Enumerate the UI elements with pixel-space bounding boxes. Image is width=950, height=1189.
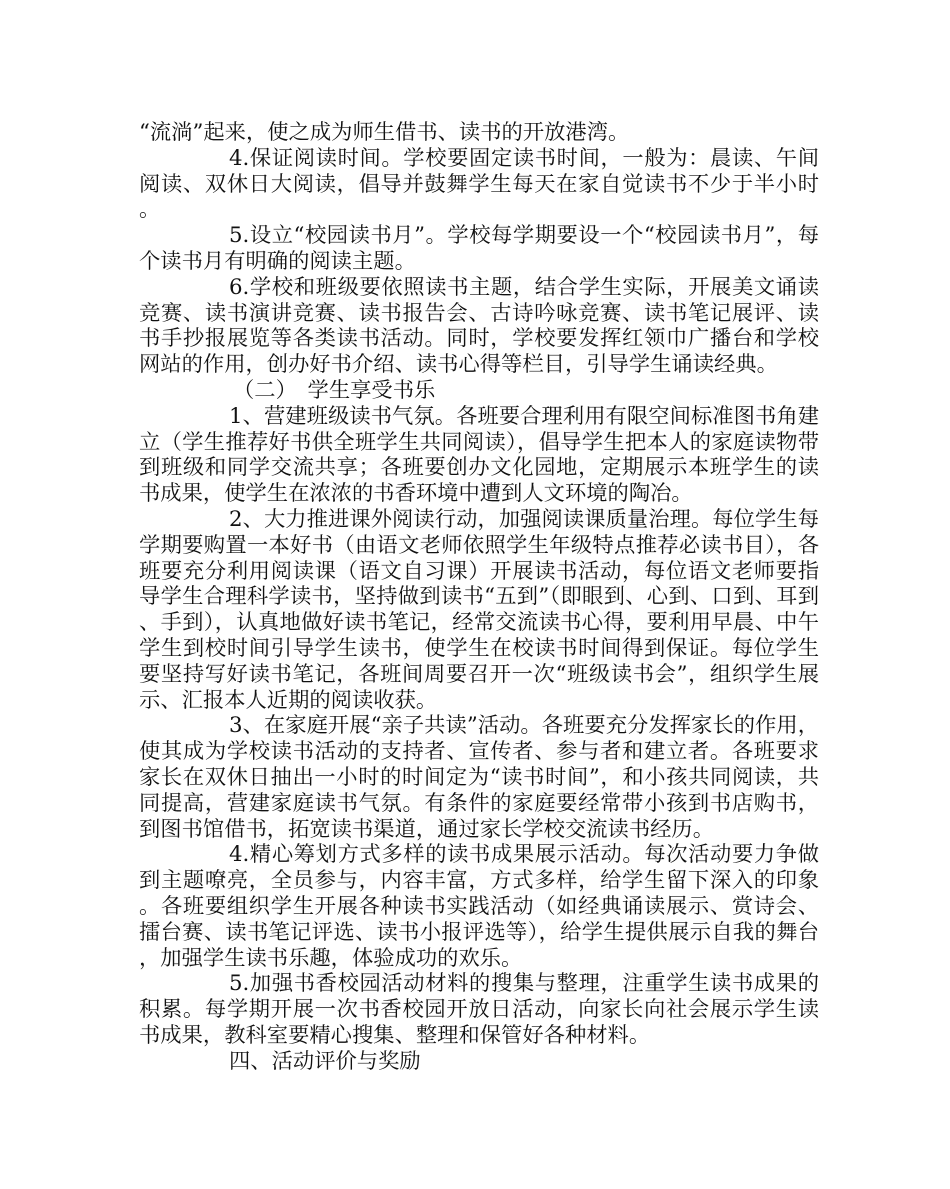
paragraph-class-atmosphere: 1、营建班级读书气氛。各班要合理利用有限空间标准图书角建立（学生推荐好书供全班学生共同阅读），倡导学生把本人的家庭读物带到班级和同学交流共享；各班要创办文化园地，定期展示本班学生的读书成果，使学生在浓浓的书香环境中遭到人文环境的陶冶。 bbox=[139, 403, 819, 507]
paragraph-continuation: “流淌”起来，使之成为师生借书、读书的开放港湾。 bbox=[139, 120, 630, 145]
section-heading-students: （二） 学生享受书乐 bbox=[233, 377, 436, 403]
paragraph-achievement-showcase: 4.精心筹划方式多样的读书成果展示活动。每次活动要力争做到主题嘹亮，全员参与，内容丰富，方式多样，给学生留下深入的印象。各班要组织学生开展各种读书实践活动（如经典诵读展示、赏诗会、擂台赛、读书笔记评选、读书小报评选等），给学生提供展示自我的舞台，加强学生读书乐趣，体验成功的欢乐。 bbox=[139, 842, 819, 971]
paragraph-parent-child-reading: 3、在家庭开展“亲子共读”活动。各班要充分发挥家长的作用，使其成为学校读书活动的支持者、宣传者、参与者和建立者。各班要求家长在双休日抽出一小时的时间定为“读书时间”，和小孩共同阅读，共同提高，营建家庭读书气氛。有条件的家庭要经常带小孩到书店购书，到图书馆借书，拓宽读书渠道，通过家长学校交流读书经历。 bbox=[139, 713, 819, 842]
section-heading-evaluation: 四、活动评价与奖励 bbox=[229, 1048, 421, 1074]
paragraph-reading-activities: 6.学校和班级要依照读书主题，结合学生实际，开展美文诵读竞赛、读书演讲竞赛、读书报告会、古诗吟咏竞赛、读书笔记展评、读书手抄报展览等各类读书活动。同时，学校要发挥红领巾广播台和学校网站的作用，创办好书介绍、读书心得等栏目，引导学生诵读经典。 bbox=[139, 274, 819, 378]
paragraph-reading-month: 5.设立“校园读书月”。学校每学期要设一个“校园读书月”，每个读书月有明确的阅读主题。 bbox=[139, 223, 819, 274]
document-body bbox=[139, 120, 819, 1074]
paragraph-material-collection: 5.加强书香校园活动材料的搜集与整理，注重学生读书成果的积累。每学期开展一次书香校园开放日活动，向家长向社会展示学生读书成果，教科室要精心搜集、整理和保管好各种材料。 bbox=[139, 971, 819, 1048]
paragraph-extracurricular-reading: 2、大力推进课外阅读行动，加强阅读课质量治理。每位学生每学期要购置一本好书（由语文老师依照学生年级特点推荐必读书目），各班要充分利用阅读课（语文自习课）开展读书活动，每位语文老师要指导学生合理科学读书，坚持做到读书“五到”（即眼到、心到、口到、耳到、手到），认真地做好读书笔记，经常交流读书心得，要利用早晨、中午学生到校时间引导学生读书，使学生在校读书时间得到保证。每位学生要坚持写好读书笔记，各班间周要召开一次“班级读书会”，组织学生展示、汇报本人近期的阅读收获。 bbox=[139, 506, 819, 713]
paragraph-reading-time: 4.保证阅读时间。学校要固定读书时间，一般为：晨读、午间阅读、双休日大阅读，倡导并鼓舞学生每天在家自觉读书不少于半小时。 bbox=[139, 145, 819, 223]
